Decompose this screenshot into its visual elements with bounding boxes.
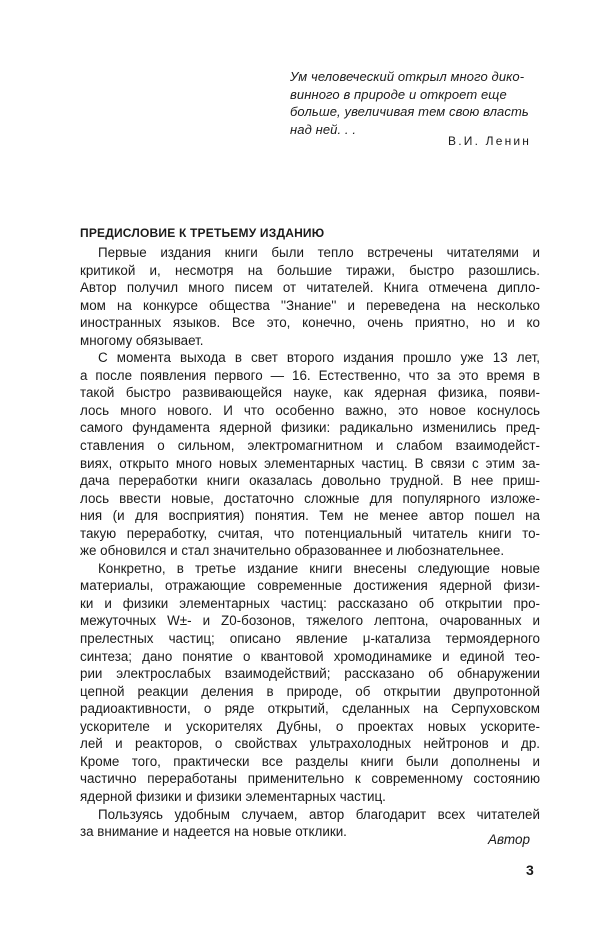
text-line: ускорителе и ускорителях Дубны, о проектах новых ускорите-: [80, 718, 540, 734]
text-line: лось много нового. И что особенно важно, это новое коснулось: [80, 402, 540, 418]
text-line: Автор получил много писем от читателей. Книга отмечена дипло-: [80, 280, 540, 296]
text-line: многому обязывает.: [80, 332, 204, 348]
text-line: ки и физики элементарных частиц: рассказано об открытии про-: [80, 595, 540, 611]
epigraph-line: больше, увеличивая тем свою власть: [290, 104, 529, 120]
text-line: С момента выхода в свет второго издания прошло уже 13 лет,: [98, 350, 540, 366]
text-line: синтеза; дано понятие о квантовой хромодинамике и единой тео-: [80, 648, 540, 664]
body-text: [80, 244, 540, 841]
epigraph-line: над ней. . .: [290, 121, 357, 137]
text-line: ставления о сильном, электромагнитном и слабом взаимодейст-: [80, 438, 540, 454]
text-line: такую переработку, считая, что потенциальный читатель книги то-: [80, 525, 540, 541]
epigraph: [290, 68, 535, 138]
text-line: радиоактивности, о ряде открытий, сделанных на Серпуховском: [80, 701, 540, 717]
text-line: такой быстро развивающейся науке, как ядерная физика, появи-: [80, 385, 540, 401]
text-line: цепной реакции деления в природе, об открытии двупротонной: [80, 683, 540, 699]
text-line: же обновился и стал значительно образованнее и любознательнее.: [80, 543, 505, 559]
epigraph-line: винного в природе и откроет еще: [290, 86, 507, 102]
text-line: иностранных языков. Все это, конечно, очень приятно, но и ко: [80, 315, 540, 331]
text-line: прелестных частиц; описано явление μ-катализа термоядерного: [80, 631, 540, 647]
epigraph-line: Ум человеческий открыл много дико-: [290, 69, 525, 84]
text-line: дача переработки книги оказалась довольно трудной. В нее приш-: [80, 473, 540, 489]
text-line: за внимание и надеется на новые отклики.: [80, 824, 347, 840]
text-line: ния (и для восприятия) понятия. Тем не менее автор пошел на: [80, 508, 540, 524]
text-line: ядерной физики и физики элементарных частиц.: [80, 788, 386, 804]
text-line: лей и реакторов, о свойствах ультрахолодных нейтронов и др.: [80, 736, 540, 752]
text-line: частично переработаны применительно к современному состоянию: [80, 771, 540, 787]
text-line: виях, открыто много новых элементарных частиц. В связи с этим за-: [80, 455, 540, 471]
author-signature: Автор: [488, 832, 531, 847]
page-number: 3: [526, 862, 534, 878]
text-line: а после появления первого — 16. Естественно, что за это время в: [80, 367, 540, 383]
text-line: мом на конкурсе общества ''Знание'' и переведена на несколько: [80, 297, 540, 313]
text-line: Конкретно, в третье издание книги внесены следующие новые: [98, 560, 540, 576]
text-line: критикой и, несмотря на большие тиражи, быстро разошлись.: [80, 262, 540, 278]
section-heading: ПРЕДИСЛОВИЕ К ТРЕТЬЕМУ ИЗДАНИЮ: [80, 226, 325, 240]
text-line: материалы, отражающие современные достижения ядерной физи-: [80, 578, 540, 594]
text-line: Кроме того, практически все разделы книги были дополнены и: [80, 753, 540, 769]
text-line: рии электрослабых взаимодействий; рассказано об обнаружении: [80, 666, 540, 682]
text-line: лось ввести новые, достаточно сложные для популярного изложе-: [80, 490, 540, 506]
text-line: самого фундамента ядерной физики: радикально изменились пред-: [80, 420, 540, 436]
text-line: Пользуясь удобным случаем, автор благодарит всех читателей: [98, 806, 540, 822]
text-line: межуточных W±- и Z0-бозонов, тяжелого лептона, очарованных и: [80, 613, 540, 629]
epigraph-signature: В.И. Ленин: [448, 134, 532, 148]
text-line: Первые издания книги были тепло встречены читателями и: [98, 245, 540, 260]
